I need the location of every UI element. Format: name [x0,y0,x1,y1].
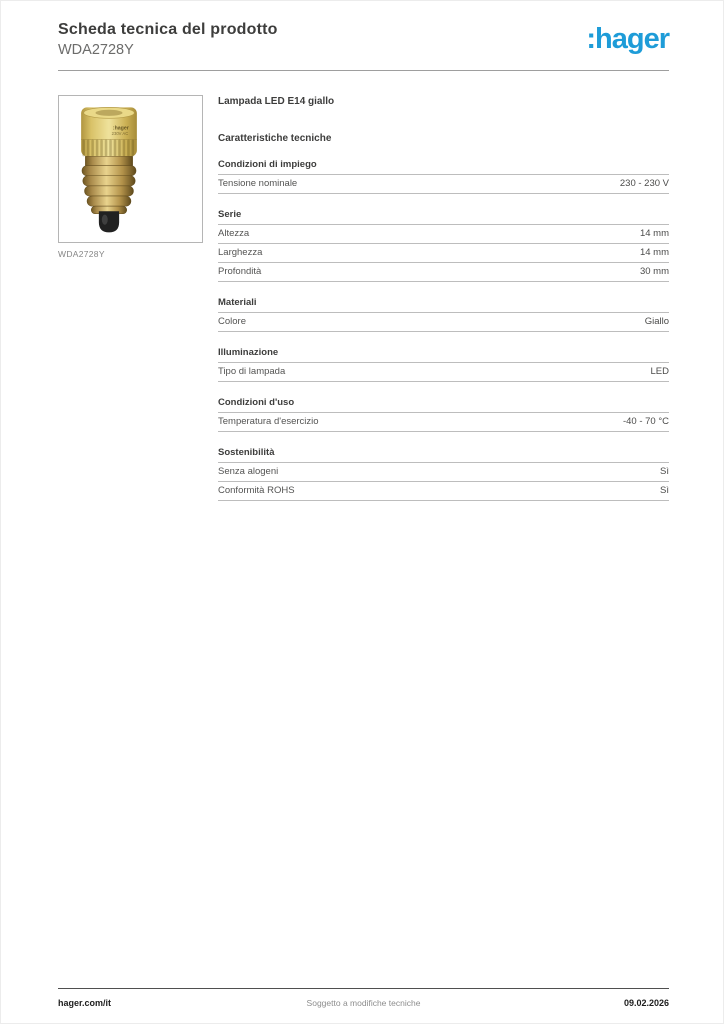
spec-value: Sì [660,466,669,477]
spec-label: Tipo di lampada [218,366,286,377]
product-image-column [58,95,203,501]
footer-row [58,998,669,1008]
spec-row [218,225,669,244]
spec-value: 230 - 230 V [619,178,669,189]
spec-group [218,447,669,501]
spec-group-heading: Condizioni d'uso [218,397,669,413]
spec-row [218,482,669,501]
spec-row [218,263,669,282]
spec-row [218,363,669,382]
spec-row [218,175,669,194]
spec-groups [218,159,669,501]
hager-logo: :hager [586,23,669,55]
spec-group-heading: Illuminazione [218,347,669,363]
spec-group [218,397,669,432]
header [58,1,669,59]
spec-column [218,95,669,501]
spec-row [218,313,669,332]
product-image-caption: WDA2728Y [58,249,105,259]
spec-group [218,297,669,332]
spec-group-heading: Serie [218,209,669,225]
spec-value: Sì [660,485,669,496]
spec-label: Senza alogeni [218,466,279,477]
svg-text:230V AC: 230V AC [111,131,129,137]
spec-value: 30 mm [639,266,669,277]
spec-label: Tensione nominale [218,178,298,189]
spec-label: Colore [218,316,246,327]
spec-row [218,413,669,432]
spec-label: Altezza [218,228,250,239]
spec-label: Larghezza [218,247,263,258]
footer-site: hager.com/it [58,998,112,1008]
spec-value: LED [650,366,669,377]
spec-label: Conformità ROHS [218,485,295,496]
spec-row [218,463,669,482]
spec-group [218,347,669,382]
header-divider [58,70,669,71]
product-image [58,95,203,243]
main-content [58,95,669,501]
svg-text::hager: :hager [112,125,129,132]
spec-label: Temperatura d'esercizio [218,416,319,427]
footer-divider [58,988,669,989]
footer-date: 09.02.2026 [623,998,669,1008]
spec-group-heading: Materiali [218,297,669,313]
product-code: WDA2728Y [58,42,134,58]
spec-row [218,244,669,263]
spec-group [218,209,669,282]
spec-value: 14 mm [639,247,669,258]
header-text [58,20,278,59]
spec-label: Profondità [218,266,262,277]
footer [58,988,669,1023]
product-title: Lampada LED E14 giallo [218,96,335,107]
footer-note: Soggetto a modifiche tecniche [306,998,421,1008]
spec-value: Giallo [644,316,669,327]
section-title: Caratteristiche tecniche [218,133,332,144]
spec-group-heading: Condizioni di impiego [218,159,669,175]
spec-value: -40 - 70 °C [622,416,669,427]
lamp-illustration [71,103,147,235]
page-title: Scheda tecnica del prodotto [58,21,278,38]
spec-group [218,159,669,194]
spec-value: 14 mm [639,228,669,239]
spec-group-heading: Sostenibilità [218,447,669,463]
